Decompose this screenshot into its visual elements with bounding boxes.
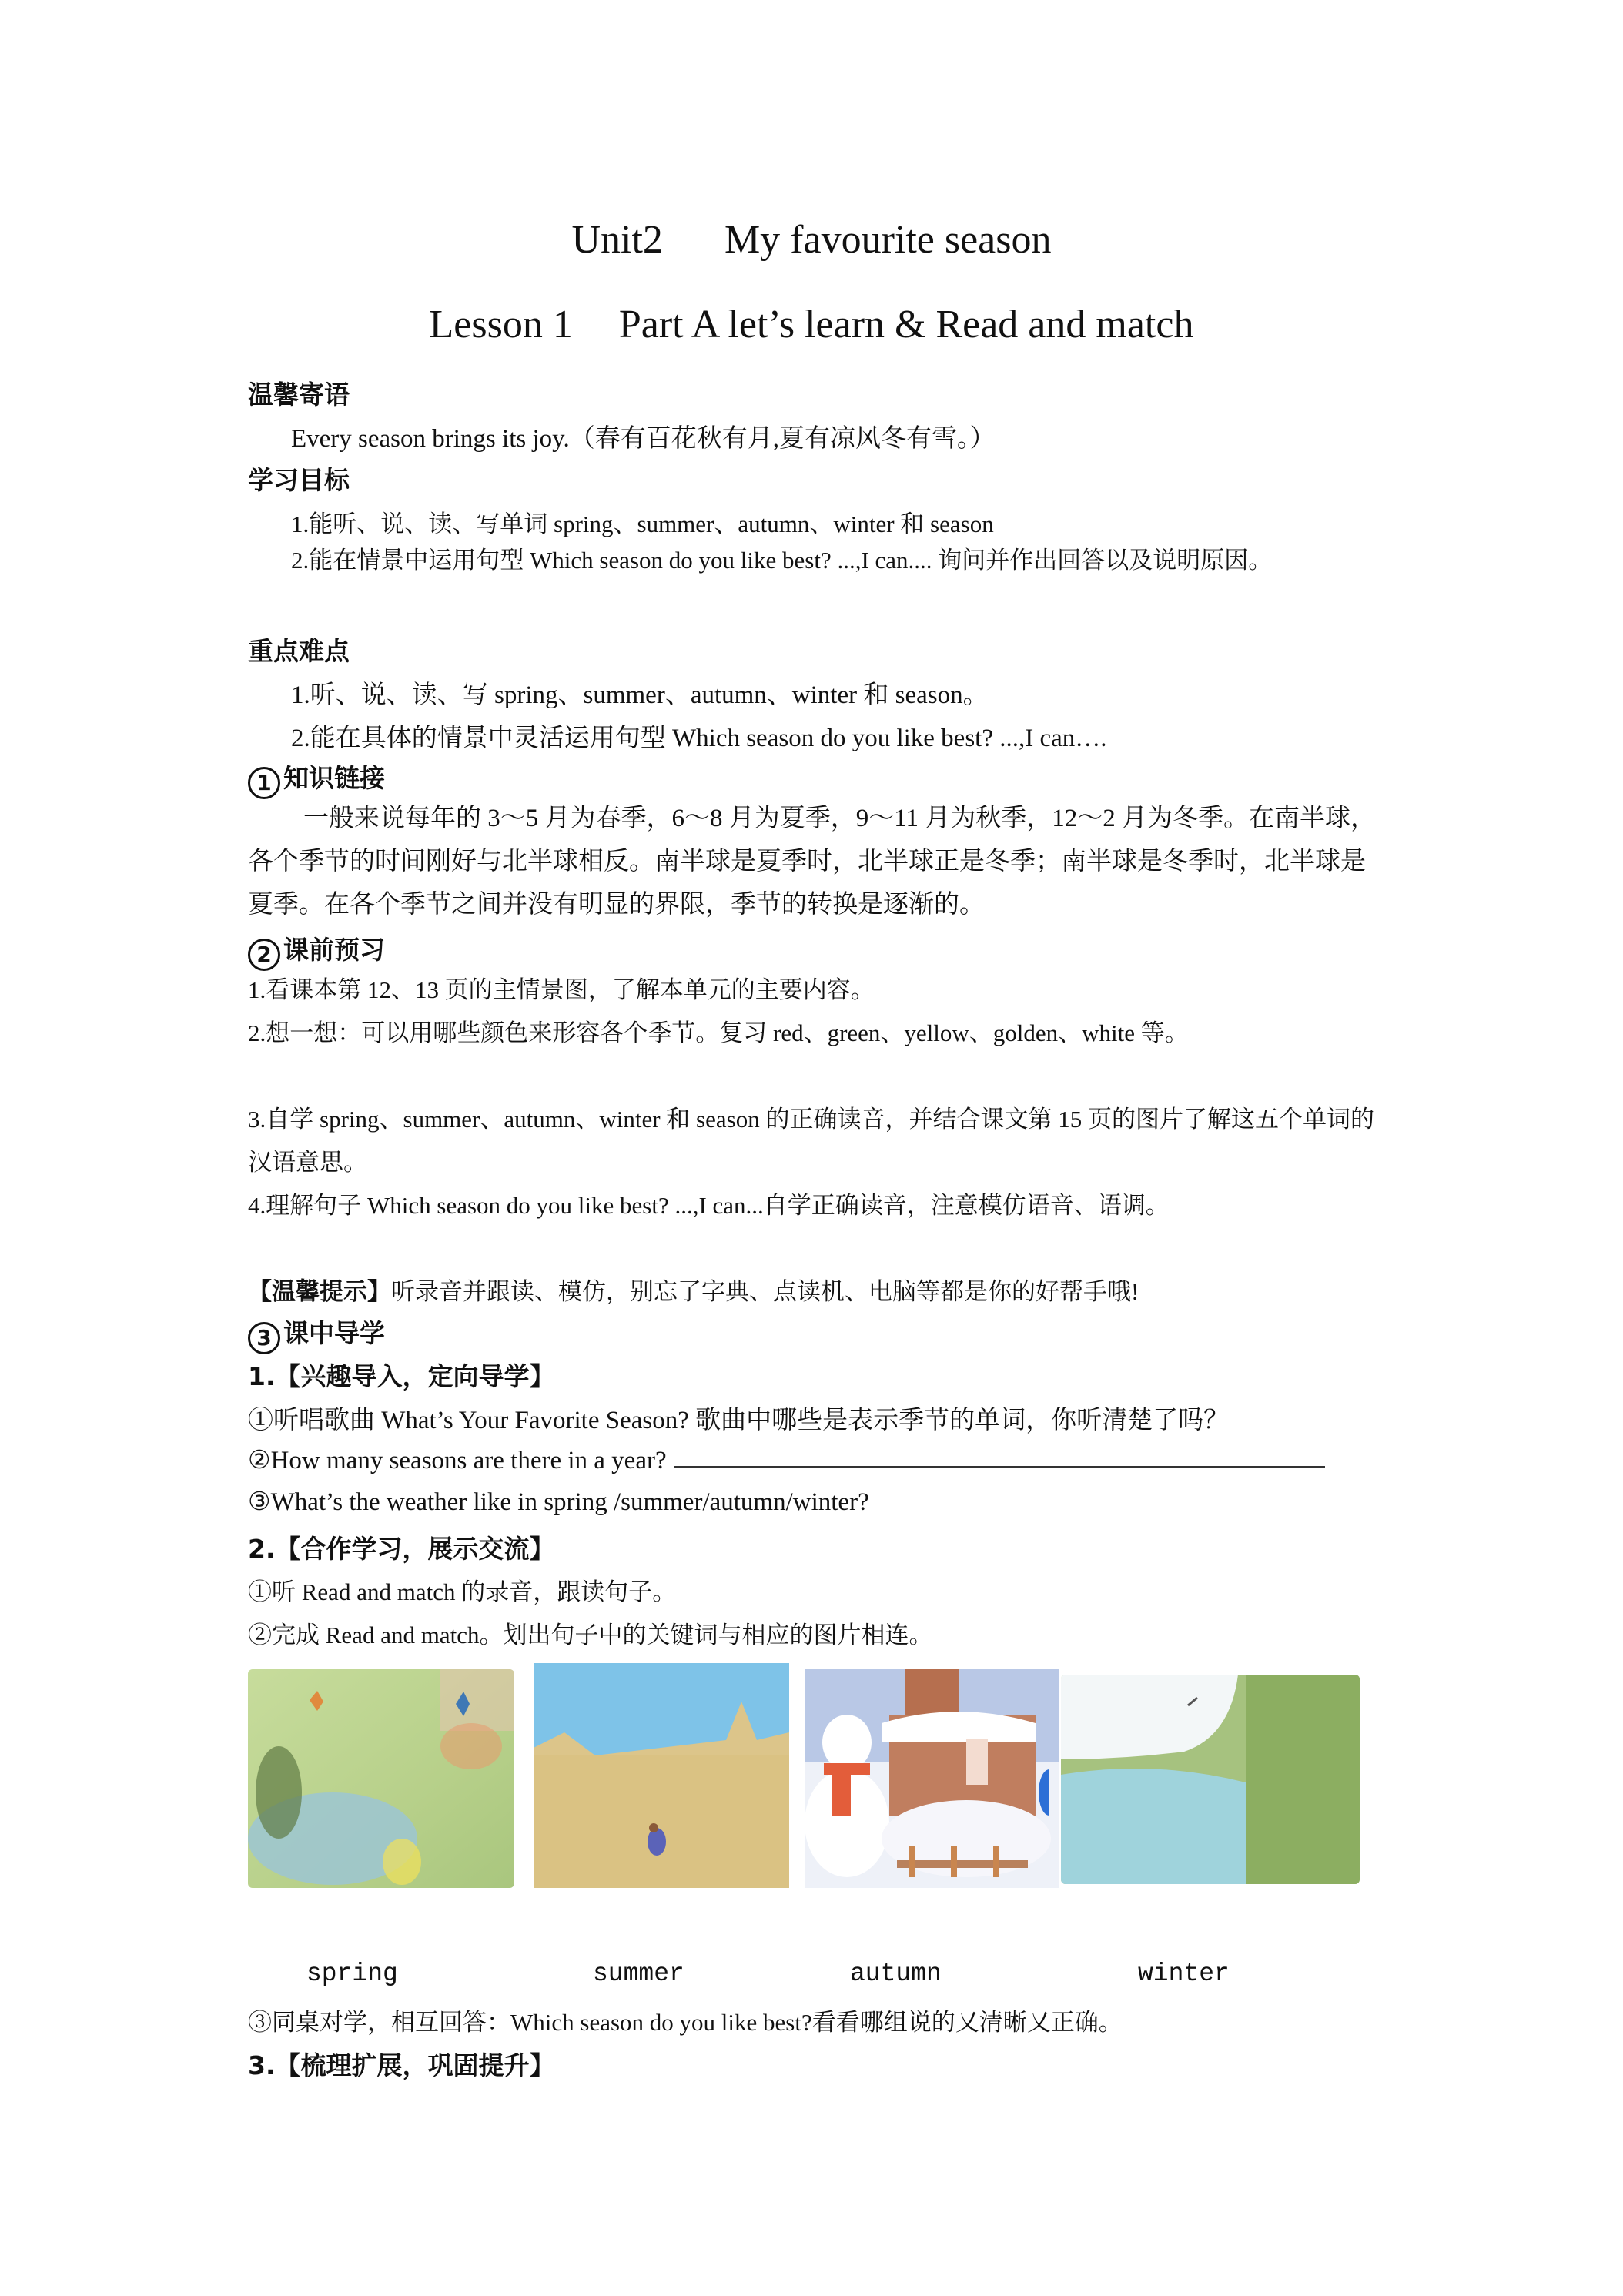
tip-label: 【温馨提示】 bbox=[248, 1278, 391, 1306]
preview-item: 1.看课本第 12、13 页的主情景图，了解本单元的主要内容。 bbox=[248, 976, 875, 1003]
picture-wheat-field bbox=[534, 1663, 789, 1888]
objectives-heading: 学习目标 bbox=[248, 465, 350, 495]
preview-item: 3.自学 spring、summer、autumn、winter 和 season 的正确读音，并结合课文第 15 页的图片了解这五个单词的汉语意思。 bbox=[248, 1106, 1374, 1176]
step1-item bbox=[248, 1443, 1325, 1475]
preview-item: 4.理解句子 Which season do you like best? ...,I can...自学正确读音，注意模仿语音、语调。 bbox=[248, 1192, 1170, 1219]
step2-heading: 2.【合作学习，展示交流】 bbox=[248, 1534, 555, 1564]
step1-item: ①听唱歌曲 What’s Your Favorite Season? 歌曲中哪些是表示季节的单词，你听清楚了吗？ bbox=[248, 1407, 1230, 1434]
step2-item: ①听 Read and match 的录音，跟读句子。 bbox=[248, 1578, 677, 1605]
preview-item: 2.想一想：可以用哪些颜色来形容各个季节。复习 red、green、yellow、golden、white 等。 bbox=[248, 1019, 1189, 1046]
label-spring: spring bbox=[306, 1960, 398, 1988]
tip-line bbox=[248, 1272, 1139, 1307]
picture-spring-meadow bbox=[248, 1669, 514, 1888]
knowledge-link-title: 知识链接 bbox=[283, 763, 385, 793]
warm-words-text: Every season brings its joy.（春有百花秋有月,夏有凉风冬有雪。） bbox=[291, 425, 996, 453]
key-point-item: 1.听、说、读、写 spring、summer、autumn、winter 和 season。 bbox=[291, 681, 989, 709]
objective-item: 1.能听、说、读、写单词 spring、summer、autumn、winter 和 season bbox=[291, 510, 994, 537]
unit-title bbox=[0, 217, 1623, 263]
tip-text: 听录音并跟读、模仿，别忘了字典、点读机、电脑等都是你的好帮手哦! bbox=[391, 1278, 1139, 1305]
picture-lake bbox=[1061, 1675, 1360, 1884]
picture-snowman bbox=[805, 1669, 1059, 1888]
step2-item: ③同桌对学，相互回答：Which season do you like best?看看哪组说的又清晰又正确。 bbox=[248, 2009, 1123, 2036]
lesson-name: Part A let’s learn & Read and match bbox=[618, 303, 1194, 346]
label-autumn: autumn bbox=[850, 1960, 942, 1988]
knowledge-link-heading bbox=[248, 758, 385, 799]
step2-item: ②完成 Read and match。划出句子中的关键词与相应的图片相连。 bbox=[248, 1622, 933, 1648]
lesson-number: Lesson 1 bbox=[429, 303, 573, 346]
answer-blank-input[interactable] bbox=[674, 1443, 1325, 1468]
label-winter: winter bbox=[1138, 1960, 1230, 1988]
label-summer: summer bbox=[593, 1960, 684, 1988]
key-points-heading: 重点难点 bbox=[248, 636, 350, 666]
lesson-title bbox=[0, 302, 1623, 347]
preview-title: 课前预习 bbox=[283, 935, 385, 965]
unit-name: My favourite season bbox=[724, 218, 1052, 262]
step1-item: ③What’s the weather like in spring /summer/autumn/winter? bbox=[248, 1488, 869, 1516]
knowledge-link-text: 一般来说每年的 3～5 月为春季，6～8 月为夏季，9～11 月为秋季，12～2 月为冬季。在南半球，各个季节的时间刚好与北半球相反。南半球是夏季时，北半球正是冬季；南半球是冬季时，北半球是夏季。在各个季节之间并没有明显的界限，季节的转换是逐渐的。 bbox=[248, 805, 1377, 919]
in-class-heading bbox=[248, 1314, 385, 1354]
step1-question: ②How many seasons are there in a year? bbox=[248, 1447, 667, 1474]
circled-number-icon: 2 bbox=[248, 939, 280, 971]
preview-heading bbox=[248, 930, 385, 971]
warm-words-heading: 温馨寄语 bbox=[248, 380, 350, 410]
circled-number-icon: 3 bbox=[248, 1322, 280, 1354]
unit-number: Unit2 bbox=[571, 218, 663, 262]
step3-heading: 3.【梳理扩展，巩固提升】 bbox=[248, 2050, 555, 2080]
objective-item: 2.能在情景中运用句型 Which season do you like best? ...,I can.... 询问并作出回答以及说明原因。 bbox=[291, 547, 1273, 574]
circled-number-icon: 1 bbox=[248, 767, 280, 799]
in-class-title: 课中导学 bbox=[283, 1318, 385, 1348]
key-point-item: 2.能在具体的情景中灵活运用句型 Which season do you like best? ...,I can…. bbox=[291, 725, 1107, 752]
step1-heading: 1.【兴趣导入，定向导学】 bbox=[248, 1361, 555, 1391]
